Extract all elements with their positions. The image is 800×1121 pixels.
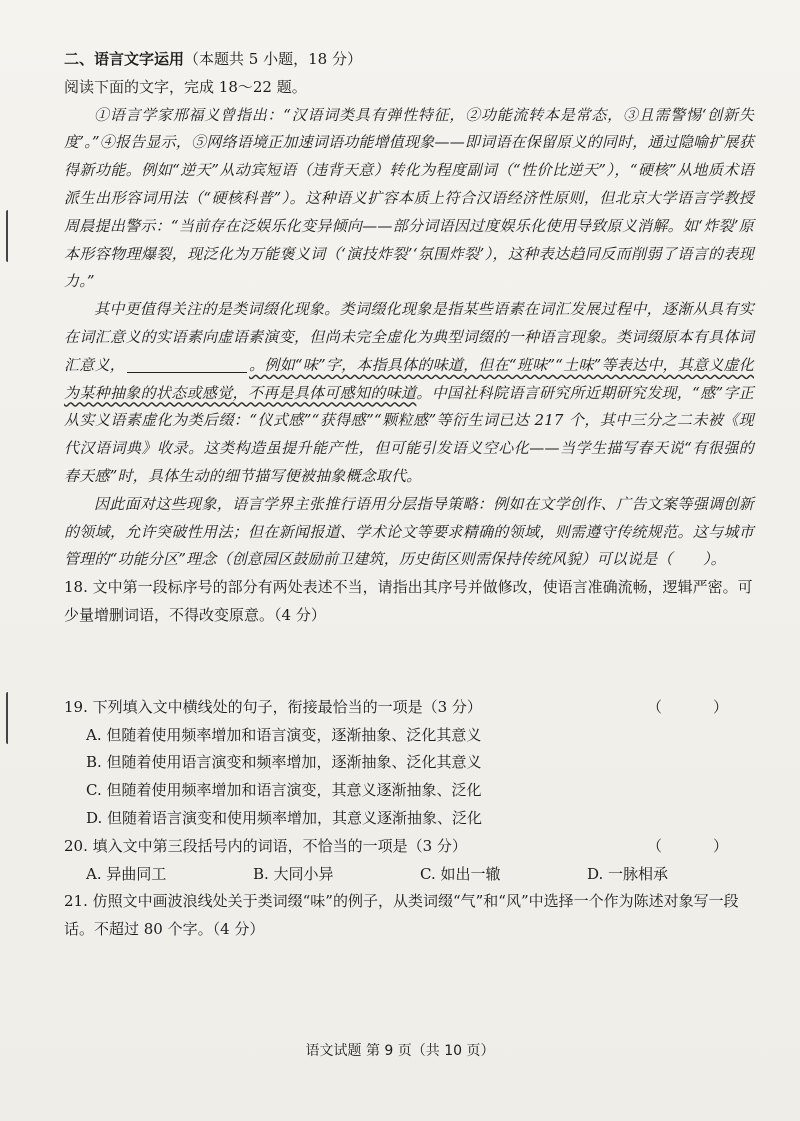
answer-paren-19: （ ） — [646, 697, 746, 716]
option-19-b: B. 但随着使用语言演变和频率增加，逐渐抽象、泛化其意义 — [86, 753, 482, 772]
passage-paragraph-3: 因此面对这些现象，语言学界主张推行语用分层指导策略：例如在文学创作、广告文案等强调创新的领域，允许突破性用法；但在新闻报道、学术论文等要求精确的领域，则需遵守传统规范。这与城市管理的“功能分区”理念（创意园区鼓励前卫建筑，历史街区则需保持传统风貌）可以说是（ ）。 — [64, 494, 754, 569]
option-19-a: A. 但随着使用频率增加和语言演变，逐渐抽象、泛化其意义 — [86, 725, 482, 744]
passage-p2-text: 其中更值得关注的是类词缀化现象。类词缀化现象是指某些语素在词汇发展过程中，逐渐从具有实在词汇意义的实语素向虚语素演变，但尚未完全虚化为典型词缀的一种语言现象。类词缀原本有具体词汇意义， — [64, 300, 754, 374]
question-18: 18. 文中第一段标序号的部分有两处表述不当，请指出其序号并做修改，使语言准确流畅，逻辑严密。可少量增删词语，不得改变原意。（4 分） — [64, 578, 753, 624]
question-19-stem: 19. 下列填入文中横线处的句子，衔接最恰当的一项是（3 分） — [64, 697, 482, 716]
option-19-d: D. 但随着语言演变和使用频率增加，其意义逐渐抽象、泛化 — [86, 808, 483, 827]
binding-mark-top — [6, 210, 12, 262]
answer-space-18 — [64, 630, 754, 694]
answer-paren-20: （ ） — [646, 836, 746, 855]
page-content — [64, 46, 754, 944]
options-20 — [86, 861, 754, 889]
section-note: （本题共 5 小题，18 分） — [184, 50, 362, 68]
option-20-c: C. 如出一辙 — [420, 864, 501, 883]
question-21: 21. 仿照文中画波浪线处关于类词缀“味”的例子，从类词缀“气”和“风”中选择一个作为陈述对象写一段话。不超过 80 个字。（4 分） — [64, 892, 739, 939]
section-heading — [64, 46, 754, 74]
question-20-stem: 20. 填入文中第三段括号内的词语，不恰当的一项是（3 分） — [64, 836, 467, 855]
passage-p2-rest: 。中国社科院语言研究所近期研究发现，“感”字正从实义语素虚化为类后缀：“仪式感”“获得感”“颗粒感”等衍生词已达 217 个，其中三分之二未被《现代汉语词典》收录。这类构造虽提升能产性，但可能引发语义空心化——当学生描写春天说“有很强的春天感”时，具体生动的细节描写便被抽象概念取代。 — [64, 383, 754, 485]
passage-paragraph-2 — [64, 296, 754, 491]
passage-paragraph-1: ①语言学家邢福义曾指出：“汉语词类具有弹性特征，②功能流转本是常态，③且需警惕‘创新失度’。”④报告显示，⑤网络语境正加速词语功能增值现象——即词语在保留原义的同时，通过隐喻扩展获得新功能。例如“逆天”从动宾短语（违背天意）转化为程度副词（“性价比逆天”），“硬核”从地质术语派生出形容词用法（“硬核科普”）。这种语义扩容本质上符合汉语经济性原则，但北京大学语言学教授周晨提出警示：“当前存在泛娱乐化变异倾向——部分词语因过度娱乐化使用导致原义消解。如‘炸裂’原本形容物理爆裂，现泛化为万能褒义词（‘演技炸裂’‘氛围炸裂’），这种表达趋同反而削弱了语言的表现力。” — [64, 105, 754, 291]
question-20 — [64, 833, 754, 861]
section-title: 二、语言文字运用 — [64, 50, 185, 68]
option-19-c: C. 但随着使用频率增加和语言演变，其意义逐渐抽象、泛化 — [86, 781, 482, 800]
binding-mark-bottom — [6, 692, 12, 744]
page-footer: 语文试题 第 9 页（共 10 页） — [305, 1043, 495, 1059]
instruction: 阅读下面的文字，完成 18～22 题。 — [64, 77, 307, 96]
wavy-underlined-example: 。例如“味”字，本指具体的味道，但在“班味”“土味”等表达中，其意义虚化为某种抽象的状态或感觉，不再是具体可感知的味道 — [64, 355, 754, 402]
fill-in-blank — [127, 356, 247, 373]
option-20-b: B. 大同小异 — [253, 864, 334, 883]
option-20-d: D. 一脉相承 — [587, 864, 669, 883]
question-19 — [64, 694, 754, 722]
option-20-a: A. 异曲同工 — [86, 864, 167, 883]
